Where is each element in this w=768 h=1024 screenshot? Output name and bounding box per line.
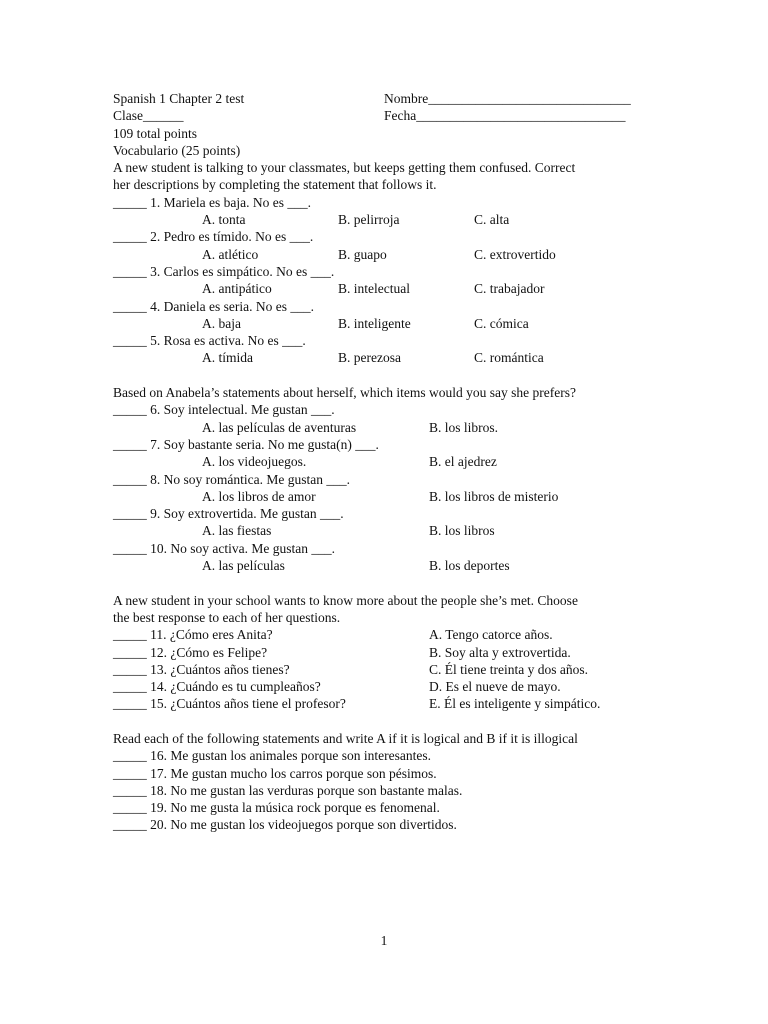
clase-field: Clase______ xyxy=(113,108,184,124)
match-row-14 xyxy=(113,678,653,695)
question-1: _____ 1. Mariela es baja. No es ___. xyxy=(113,194,311,210)
options-3 xyxy=(113,280,653,297)
options-2 xyxy=(113,246,653,263)
option-b: B. el ajedrez xyxy=(429,454,497,470)
section-title: Vocabulario (25 points) xyxy=(113,142,241,158)
option-c: C. romántica xyxy=(474,350,544,366)
option-b: B. intelectual xyxy=(338,281,410,297)
part1-intro-line-1: A new student is talking to your classmates, but keeps getting them confused. Correct xyxy=(113,160,576,176)
statement-17: _____ 17. Me gustan mucho los carros porque son pésimos. xyxy=(113,765,437,781)
question-3: _____ 3. Carlos es simpático. No es ___. xyxy=(113,263,335,279)
options-5 xyxy=(113,349,653,366)
total-points: 109 total points xyxy=(113,125,197,141)
test-content xyxy=(113,90,653,834)
options-10 xyxy=(113,557,653,574)
match-row-11 xyxy=(113,626,653,643)
question-15: _____ 15. ¿Cuántos años tiene el profesor? xyxy=(113,696,346,712)
option-a: A. tonta xyxy=(202,212,246,228)
option-c: C. alta xyxy=(474,212,510,228)
spacer xyxy=(113,574,653,591)
options-9 xyxy=(113,522,653,539)
option-a: A. las películas xyxy=(202,558,285,574)
option-a: A. baja xyxy=(202,315,241,331)
options-1 xyxy=(113,211,653,228)
options-7 xyxy=(113,453,653,470)
question-8: _____ 8. No soy romántica. Me gustan ___. xyxy=(113,471,350,487)
question-7: _____ 7. Soy bastante seria. No me gusta(n) ___. xyxy=(113,436,379,452)
question-10: _____ 10. No soy activa. Me gustan ___. xyxy=(113,540,335,556)
part4-intro: Read each of the following statements and write A if it is logical and B if it is illogical xyxy=(113,730,578,746)
statement-19: _____ 19. No me gusta la música rock porque es fenomenal. xyxy=(113,800,440,816)
option-b: B. los libros xyxy=(429,523,495,539)
options-8 xyxy=(113,488,653,505)
option-a: A. atlético xyxy=(202,246,259,262)
option-b: B. inteligente xyxy=(338,315,411,331)
answer-d: D. Es el nueve de mayo. xyxy=(429,679,561,695)
statement-16: _____ 16. Me gustan los animales porque son interesantes. xyxy=(113,748,431,764)
part3-intro-line-2: the best response to each of her questions. xyxy=(113,609,341,625)
question-11: _____ 11. ¿Cómo eres Anita? xyxy=(113,627,273,643)
option-b: B. pelirroja xyxy=(338,212,400,228)
statement-20: _____ 20. No me gustan los videojuegos porque son divertidos. xyxy=(113,817,457,833)
match-row-15 xyxy=(113,695,653,712)
question-6: _____ 6. Soy intelectual. Me gustan ___. xyxy=(113,402,335,418)
option-b: B. los libros. xyxy=(429,419,499,435)
options-4 xyxy=(113,315,653,332)
answer-c: C. Él tiene treinta y dos años. xyxy=(429,661,588,677)
option-a: A. los libros de amor xyxy=(202,488,316,504)
question-13: _____ 13. ¿Cuántos años tienes? xyxy=(113,661,290,677)
page-number: 1 xyxy=(380,933,388,948)
option-b: B. perezosa xyxy=(338,350,401,366)
option-b: B. los libros de misterio xyxy=(429,488,559,504)
part1-intro-line-2: her descriptions by completing the statement that follows it. xyxy=(113,177,437,193)
option-a: A. tímida xyxy=(202,350,253,366)
spacer xyxy=(113,713,653,730)
answer-e: E. Él es inteligente y simpático. xyxy=(429,696,601,712)
answer-a: A. Tengo catorce años. xyxy=(429,627,553,643)
options-6 xyxy=(113,419,653,436)
option-b: B. guapo xyxy=(338,246,387,262)
option-c: C. cómica xyxy=(474,315,529,331)
match-row-13 xyxy=(113,661,653,678)
question-12: _____ 12. ¿Cómo es Felipe? xyxy=(113,644,268,660)
answer-b: B. Soy alta y extrovertida. xyxy=(429,644,571,660)
option-a: A. las películas de aventuras xyxy=(202,419,357,435)
match-row-12 xyxy=(113,644,653,661)
option-b: B. los deportes xyxy=(429,558,510,574)
part2-intro: Based on Anabela’s statements about herself, which items would you say she prefers? xyxy=(113,385,577,401)
option-a: A. los videojuegos. xyxy=(202,454,307,470)
question-4: _____ 4. Daniela es seria. No es ___. xyxy=(113,298,314,314)
fecha-field: Fecha_______________________________ xyxy=(384,108,626,124)
option-a: A. las fiestas xyxy=(202,523,272,539)
option-c: C. trabajador xyxy=(474,281,545,297)
option-c: C. extrovertido xyxy=(474,246,556,262)
question-14: _____ 14. ¿Cuándo es tu cumpleaños? xyxy=(113,679,321,695)
question-5: _____ 5. Rosa es activa. No es ___. xyxy=(113,333,306,349)
spacer xyxy=(113,367,653,384)
question-2: _____ 2. Pedro es tímido. No es ___. xyxy=(113,229,314,245)
test-title: Spanish 1 Chapter 2 test xyxy=(113,91,245,106)
nombre-field: Nombre______________________________ xyxy=(384,91,631,106)
part3-intro-line-1: A new student in your school wants to know more about the people she’s met. Choose xyxy=(113,592,578,608)
header-row-2 xyxy=(113,107,653,124)
option-a: A. antipático xyxy=(202,281,272,297)
statement-18: _____ 18. No me gustan las verduras porque son bastante malas. xyxy=(113,782,463,798)
question-9: _____ 9. Soy extrovertida. Me gustan ___. xyxy=(113,506,344,522)
header-row-1 xyxy=(113,90,653,107)
